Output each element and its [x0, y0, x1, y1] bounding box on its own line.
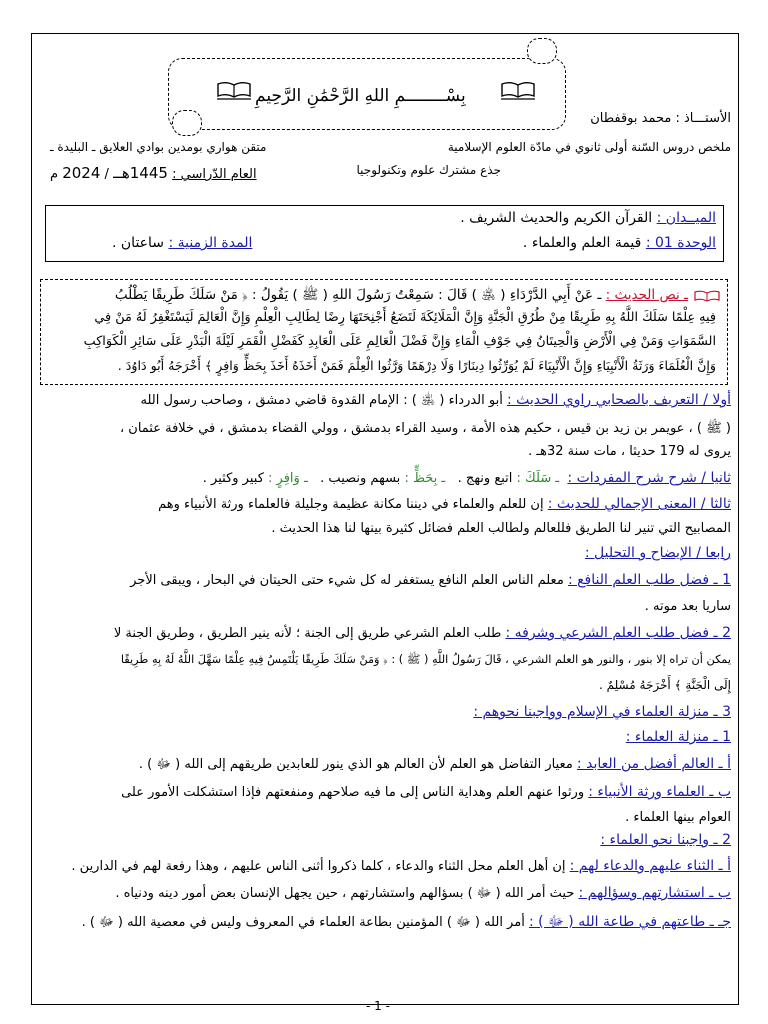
point-2-title: 2 ـ فضل طلب العلم الشرعي وشرفه : — [505, 625, 731, 641]
point-3a-row — [139, 756, 731, 775]
section-1-text: أبو الدرداء ( ﵁ ) : الإمام القدوة قاضي دمشق ، وصاحب رسول الله — [140, 393, 503, 408]
point-3c-row — [71, 858, 731, 874]
school-name: متقن هواري بومدين بوادي العلايق ـ البليدة ـ — [50, 140, 267, 154]
point-1-row — [130, 572, 731, 588]
point-2-line: يمكن أن تراه إلا بنور ، والنور هو العلم الشرعي ، قَالَ رَسُولُ اللَّهِ ( ﷺ ) : ﴿ وَمَنْ سَلَكَ طَرِيقًا يَلْتَمِسُ فِيهِ عِلْمًا سَهَّلَ اللَّهُ لَهُ بِهِ طَرِيقًا — [120, 653, 731, 666]
point-2-line: إِلَى الْجَنَّةِ ﴾ أَخْرَجَهُ مُسْلِمٌ . — [598, 678, 731, 692]
year-label: العام الدّراسي : — [172, 167, 257, 182]
year-hijri: 1445هــ — [113, 164, 168, 182]
section-4-title: رابعا / الإيضاح و التحليل : — [584, 545, 731, 561]
duration-row — [112, 235, 252, 251]
unit-label: الوحدة 01 : — [645, 235, 716, 251]
section-3-heading — [158, 496, 731, 512]
page-number: - 1 - — [366, 999, 390, 1013]
vocab-meaning: كبير وكثير . — [202, 471, 264, 486]
section-1-line: يروى له 179 حديثا ، مات سنة 32هـ . — [528, 444, 731, 459]
hadith-text: ـ عَنْ أَبِي الدَّرْدَاءِ ( ﵁ ) قَالَ : سَمِعْتُ رَسُولَ اللهِ ( ﷺ ) يَقُولُ : ﴿ مَنْ سَلَكَ طَرِيقًا يَطْلُبُ — [114, 287, 602, 303]
point-3d-title: ب ـ استشارتهم وسؤالهم : — [578, 885, 731, 901]
duration-value: ساعتان . — [112, 235, 165, 251]
basmala: بِسْــــــــمِ اللهِ الرَّحْمَٰنِ الرَّحِيمِ — [255, 86, 466, 106]
unit-value: قيمة العلم والعلماء . — [522, 235, 642, 251]
field-label: الميــدان : — [656, 210, 716, 226]
point-3b-row — [121, 784, 731, 800]
point-3b-title: ب ـ العلماء ورثة الأنبياء : — [588, 784, 731, 800]
point-3e-title: جـ ـ طاعتهم في طاعة الله ( ﷻ ) : — [528, 914, 731, 930]
field-row — [460, 210, 716, 226]
section-1-heading — [140, 392, 731, 411]
hadith-line: السَّمَوَاتِ وَمَنْ فِي الْأَرْضِ وَالْحِيتَانُ فِي جَوْفِ الْمَاءِ وَإِنَّ فَضْلَ الْعَالِمِ عَلَى الْعَابِدِ كَفَضْلِ الْقَمَرِ لَيْلَةَ الْبَدْرِ عَلَى سَائِرِ الْكَوَاكِبِ — [83, 334, 716, 349]
year-suffix: م — [50, 167, 59, 182]
scroll-curl-bottom — [172, 110, 202, 136]
section-1-line: ( ﷺ ) ، عويمر بن زيد بن قيس ، حكيم هذه الأمة ، وسيد القراء بدمشق ، وولي القضاء بدمشق ، في خلافة عثمان ، — [119, 421, 731, 436]
open-book-icon — [694, 289, 720, 303]
section-3-title: ثالثا / المعنى الإجمالي للحديث : — [547, 496, 731, 512]
point-3-title: 3 ـ منزلة العلماء في الإسلام وواجبنا نحوهم : — [473, 704, 731, 720]
hadith-line: فِيهِ عِلْمًا سَلَكَ اللَّهُ بِهِ طَرِيقًا مِنْ طُرُقِ الْجَنَّةِ وَإِنَّ الْمَلَائِكَةَ لَتَضَعُ أَجْنِحَتَهَا رِضًا لِطَالِبِ الْعِلْمِ وَإِنَّ الْعَالِمَ لَيَسْتَغْفِرُ لَهُ مَنْ فِي — [94, 310, 716, 325]
point-3-sub-1: 1 ـ منزلة العلماء : — [625, 729, 731, 745]
open-book-icon — [216, 80, 252, 100]
summary-title: ملخص دروس السّنة أولى ثانوي في مادّة العلوم الإسلامية — [447, 140, 731, 154]
point-3-sub-2: 2 ـ واجبنا نحو العلماء : — [600, 832, 731, 848]
point-3c-text: إن أهل العلم محل الثناء والدعاء ، كلما ذكروا أثنى الناس عليهم ، وهذا رفعة لهم في الدارين . — [71, 859, 566, 874]
vocab-word: ـ وَافِرٍ : — [268, 471, 308, 486]
academic-year — [50, 164, 257, 182]
stream-name: جذع مشترك علوم وتكنولوجيا — [356, 163, 501, 177]
point-3a-title: أ ـ العالم أفضل من العابد : — [576, 756, 731, 772]
section-3-line: المصابيح التي تنير لنا الطريق فللعالم ولطالب العلم فضائل كثيرة بينها لنا هذا الحديث . — [271, 521, 731, 536]
vocab-meaning: اتبع ونهج . — [457, 471, 513, 486]
section-3-text: إن للعلم والعلماء في ديننا مكانة عظيمة وجليلة فالعلماء ورثة الأنبياء وهم — [158, 497, 544, 512]
field-value: القرآن الكريم والحديث الشريف . — [460, 210, 653, 226]
point-3b-line: العوام بينها العلماء . — [625, 810, 731, 825]
unit-row — [523, 235, 716, 251]
point-1-text: معلم الناس العلم النافع يستغفر له كل شيء حتى الحيتان في البحار ، ويبقى الأجر — [130, 573, 564, 588]
vocab-meaning: بسهم ونصيب . — [320, 471, 401, 486]
duration-label: المدة الزمنية : — [168, 235, 253, 251]
section-1-title: أولا / التعريف بالصحابي راوي الحديث : — [506, 392, 731, 408]
point-3b-text: ورثوا عنهم العلم وهداية الناس إلى ما فيه صلاحهم ومنفعتهم فإذا استشكلت الأمور على — [121, 785, 585, 800]
vocab-word: ـ سَلَكَ : — [516, 471, 560, 486]
point-2-text: طلب العلم الشرعي طريق إلى الجنة ؛ لأنه ينير الطريق ، وطريق الجنة لا — [113, 626, 502, 641]
vocab-word: ـ بِحَظٍّ : — [404, 471, 446, 486]
point-3e-row — [82, 913, 731, 933]
point-3d-row — [115, 885, 731, 904]
section-2-title: ثانيا / شرح شرح المفردات : — [567, 470, 731, 486]
hadith-label: ـ نص الحديث : — [605, 287, 688, 303]
teacher-name: الأستـــاذ : محمد بوقفطان — [590, 111, 731, 126]
point-1-line: ساريا بعد موته . — [644, 599, 731, 614]
year-gregorian: 2024 — [62, 164, 101, 182]
section-2-row — [203, 470, 731, 486]
point-3e-text: أمر الله ( ﷻ ) المؤمنين بطاعة العلماء في المعروف وليس في معصية الله ( ﷻ ) . — [81, 915, 525, 930]
point-3c-title: أ ـ الثناء عليهم والدعاء لهم : — [569, 858, 731, 874]
open-book-icon — [500, 80, 536, 100]
point-3a-text: معيار التفاضل هو العلم لأن العالم هو الذي ينور للعابدين طريقهم إلى الله ( ﷻ ) . — [138, 757, 573, 772]
hadith-line — [54, 286, 688, 306]
point-1-title: 1 ـ فضل طلب العلم النافع : — [567, 572, 731, 588]
hadith-line: وَإِنَّ الْعُلَمَاءَ وَرَثَةُ الْأَنْبِيَاءِ وَإِنَّ الْأَنْبِيَاءَ لَمْ يُوَرِّثُوا دِينَارًا وَلَا دِرْهَمًا وَرَّثُوا الْعِلْمَ فَمَنْ أَخَذَهُ أَخَذَ بِحَظٍّ وَافِرٍ ﴾ أَخْرَجَهُ أَبُو دَاوُدَ . — [117, 358, 716, 373]
point-2-row — [114, 625, 731, 641]
scroll-curl-top — [527, 38, 557, 64]
year-separator: / — [104, 167, 109, 182]
point-3d-text: حيث أمر الله ( ﷻ ) بسؤالهم واستشارتهم ، حين يجهل الإنسان بعض أمور دينه ودنياه . — [115, 886, 575, 901]
